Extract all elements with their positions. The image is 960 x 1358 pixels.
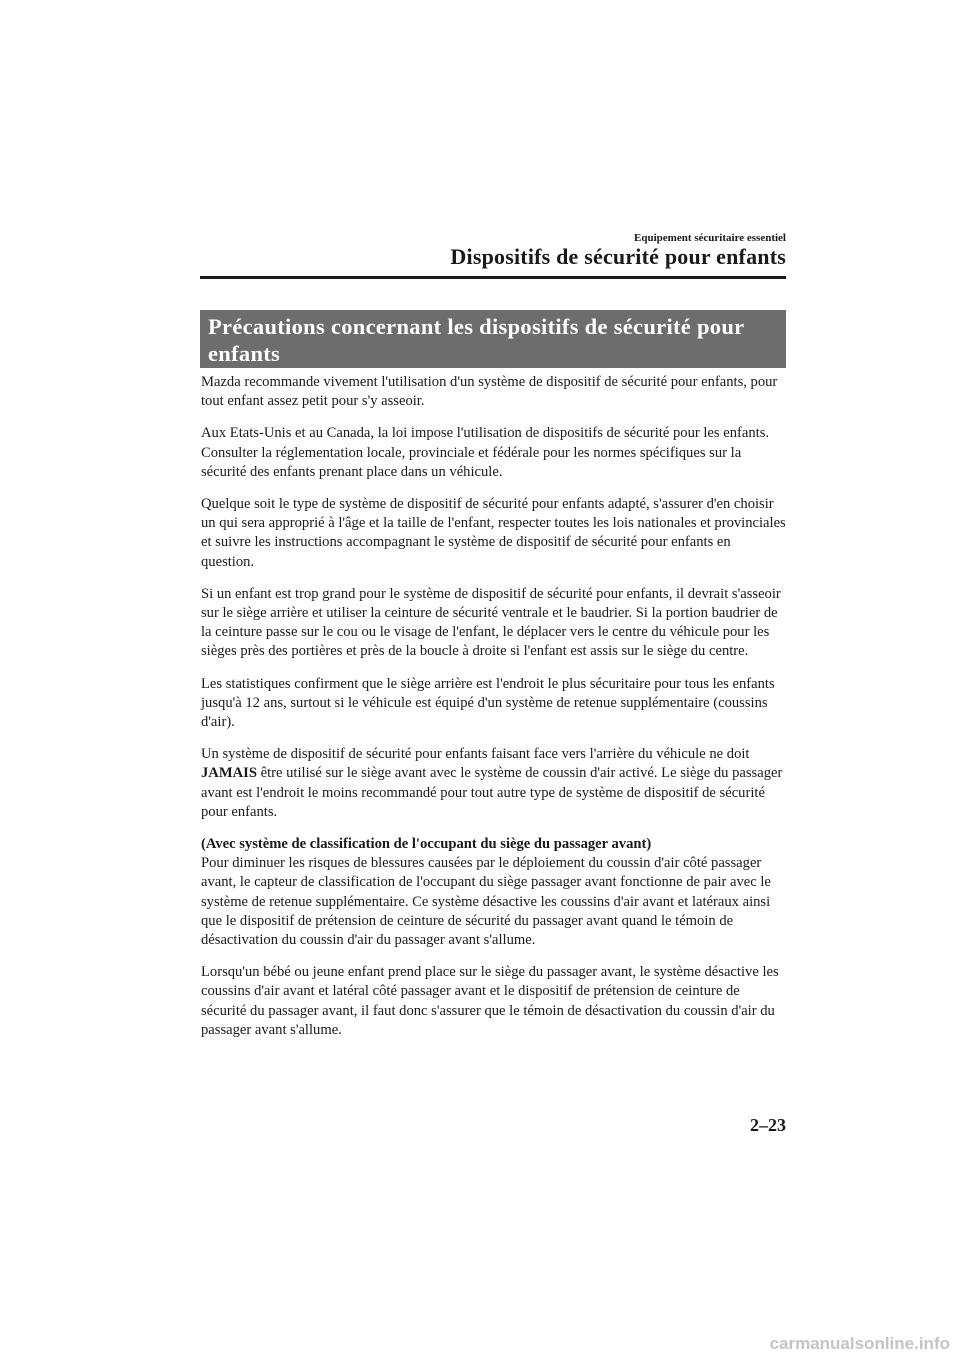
body-text bbox=[201, 373, 787, 1053]
paragraph-warning bbox=[201, 745, 787, 822]
header-divider bbox=[200, 276, 786, 279]
page-number: 2–23 bbox=[750, 1115, 786, 1135]
paragraph-text: Un système de dispositif de sécurité pour enfants faisant face vers l'arrière du véhicule ne doit bbox=[201, 746, 750, 763]
chapter-title: Dispositifs de sécurité pour enfants bbox=[450, 244, 786, 269]
paragraph: Quelque soit le type de système de dispositif de sécurité pour enfants adapté, s'assurer d'en choisir un qui sera approprié à l'âge et la taille de l'enfant, respecter toutes les lois nationales et provinciales et suivre les instructions accompagnant le système de dispositif de sécurité pour enfants en question. bbox=[201, 496, 786, 570]
watermark: carmanualsonline.info bbox=[769, 1334, 950, 1353]
paragraph-text: être utilisé sur le siège avant avec le système de coussin d'air activé. Le siège du passager avant est l'endroit le moins recommandé pour tout autre type de système de dispositif de sécurité pour enfants. bbox=[201, 765, 783, 820]
chapter-subtitle: Equipement sécuritaire essentiel bbox=[634, 232, 786, 244]
paragraph: Les statistiques confirment que le siège arrière est l'endroit le plus sécuritaire pour tous les enfants jusqu'à 12 ans, surtout si le véhicule est équipé d'un système de retenue supplémentaire (coussins d'air). bbox=[201, 675, 775, 731]
subsection-heading: (Avec système de classification de l'occupant du siège du passager avant) bbox=[201, 836, 652, 853]
paragraph: Consulter la réglementation locale, provinciale et fédérale pour les normes spécifiques sur la sécurité des enfants prenant place dans un véhicule. bbox=[201, 444, 742, 480]
paragraph: Aux Etats-Unis et au Canada, la loi impose l'utilisation de dispositifs de sécurité pour les enfants. bbox=[201, 425, 770, 442]
section-banner bbox=[200, 310, 786, 368]
section-title: Précautions concernant les dispositifs de sécurité pour enfants bbox=[208, 314, 745, 366]
emphasis-text: JAMAIS bbox=[201, 765, 257, 782]
paragraph: Si un enfant est trop grand pour le système de dispositif de sécurité pour enfants, il devrait s'asseoir sur le siège arrière et utiliser la ceinture de sécurité ventrale et le baudrier. Si la portion baudrier de la ceinture passe sur le cou ou le visage de l'enfant, le déplacer vers le centre du véhicule pour les sièges près des portières et près de la boucle à droite si l'enfant est assis sur le siège du centre. bbox=[201, 585, 781, 660]
paragraph: Mazda recommande vivement l'utilisation d'un système de dispositif de sécurité pour enfants, pour tout enfant assez petit pour s'y asseoir. bbox=[201, 374, 778, 410]
paragraph: Lorsqu'un bébé ou jeune enfant prend place sur le siège du passager avant, le système désactive les coussins d'air avant et latéral côté passager avant et le dispositif de prétension de ceinture de sécurité du passager avant, il faut donc s'assurer que le témoin de désactivation du coussin d'air du passager avant s'allume. bbox=[201, 964, 779, 1038]
paragraph: Pour diminuer les risques de blessures causées par le déploiement du coussin d'air côté passager avant, le capteur de classification de l'occupant du siège passager avant fonctionne de pair avec le système de retenue supplémentaire. Ce système désactive les coussins d'air avant et latéraux ainsi que le dispositif de prétension de ceinture de sécurité du passager avant quand le témoin de désactivation du coussin d'air du passager avant s'allume. bbox=[201, 855, 771, 949]
